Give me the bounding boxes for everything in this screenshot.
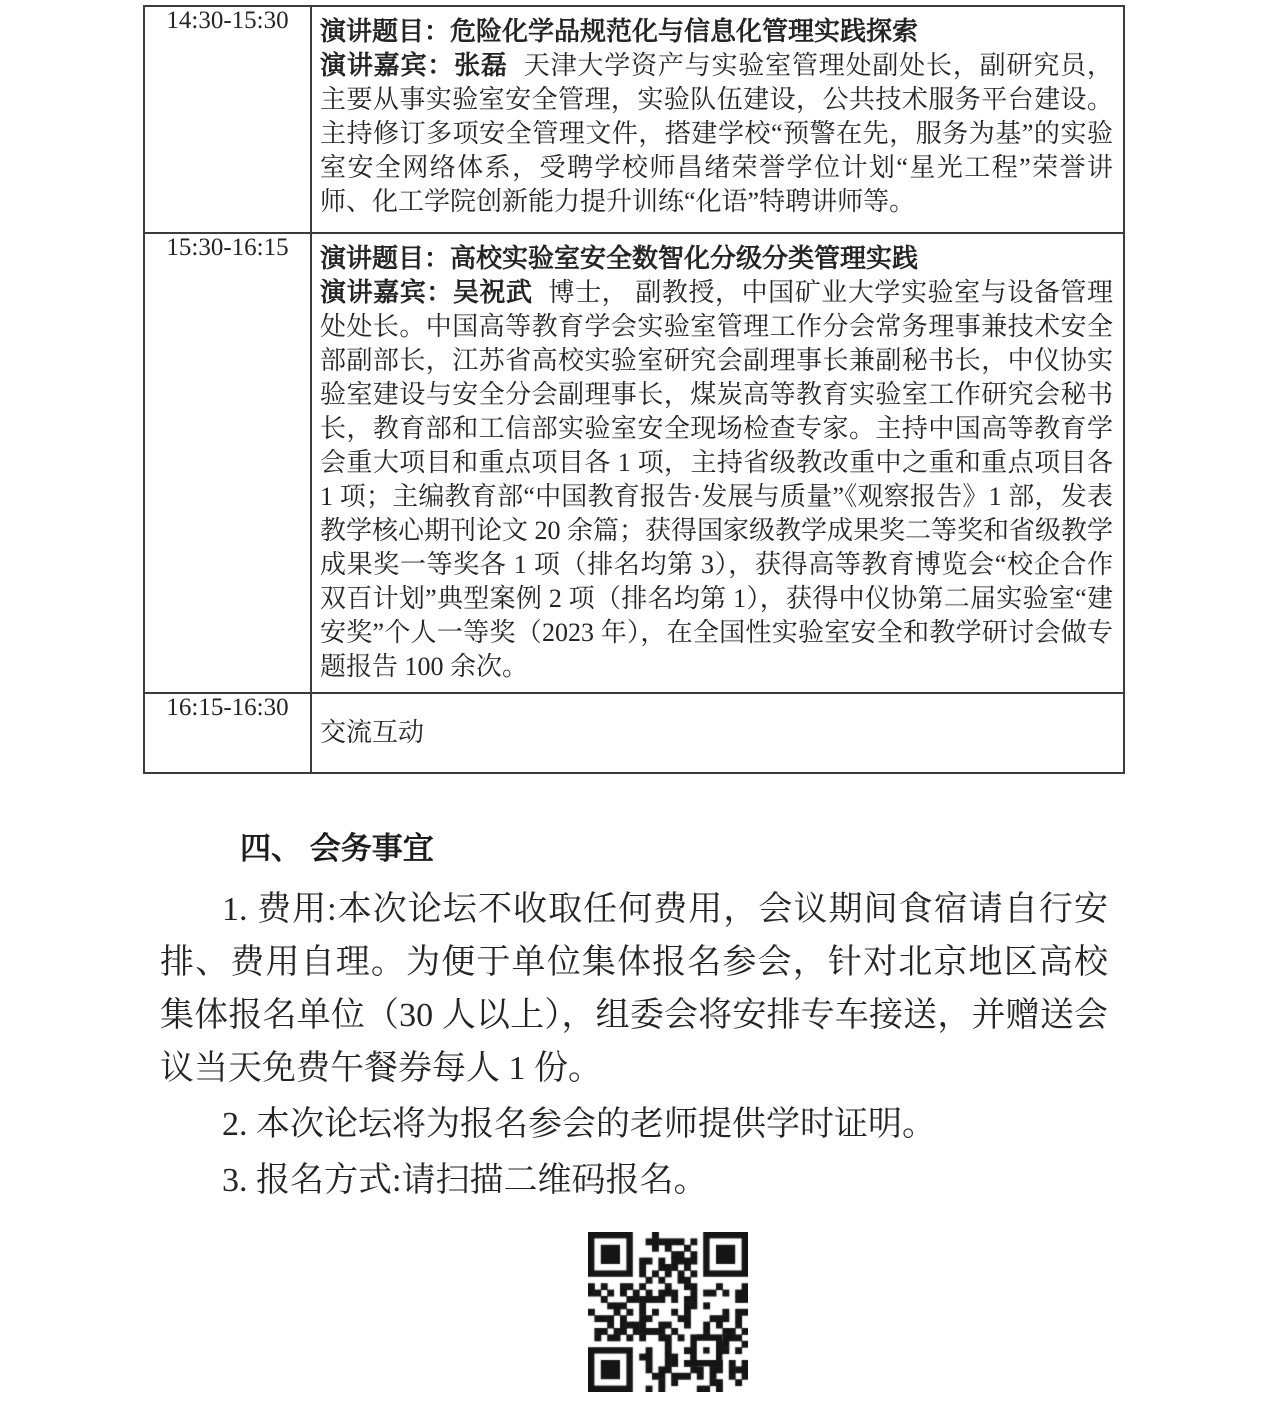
session-title-text: 危险化学品规范化与信息化管理实践探索 bbox=[450, 17, 919, 46]
speaker-bio-text: 博士， 副教授，中国矿业大学实验室与设备管理处处长。中国高等教育学会实验室管理工作分会常务理事兼技术安全部副部长，江苏省高校实验室研究会副理事长兼副秘书长，中仪协实验室建设与安全分会副理事长，煤炭高等教育实验室工作研究会秘书长，教育部和工信部实验室安全现场检查专家。主持中国高等教育学会重大项目和重点项目各 1 项，主持省级教改重中之重和重点项目各 1 项；主编教育部“中国教育报告·发展与质量”《观察报告》1 部，发表教学核心期刊论文 20 余篇；获得国家级教学成果奖二等奖和省级教学成果奖一等奖各 1 项（排名均第 3），获得高等教育博览会“校企合作 双百计划”典型案例 2 项（排名均第 1），获得中仪协第二届实验室“建安奖”个人一等奖（2023 年），在全国性实验室安全和教学研讨会做专题报告 100 余次。 bbox=[320, 278, 1114, 681]
paragraph-registration: 3. 报名方式:请扫描二维码报名。 bbox=[222, 1162, 708, 1199]
schedule-row-3 bbox=[144, 693, 1124, 773]
conference-matters-section bbox=[160, 828, 1108, 1207]
activity-cell: 交流互动 bbox=[311, 693, 1124, 773]
paragraph-certificate: 2. 本次论坛将为报名参会的老师提供学时证明。 bbox=[222, 1106, 936, 1143]
schedule-table bbox=[143, 5, 1125, 774]
time-cell: 14:30-15:30 bbox=[144, 6, 311, 233]
time-cell: 15:30-16:15 bbox=[144, 233, 311, 693]
schedule-row-2 bbox=[144, 233, 1124, 693]
schedule-row-1 bbox=[144, 6, 1124, 233]
speaker-label: 演讲嘉宾： bbox=[320, 51, 455, 80]
registration-qr-code-icon bbox=[588, 1232, 748, 1392]
session-cell bbox=[311, 6, 1124, 233]
session-title-text: 高校实验室安全数智化分级分类管理实践 bbox=[450, 244, 919, 273]
speaker-bio-text: 天津大学资产与实验室管理处副处长，副研究员，主要从事实验室安全管理，实验队伍建设，公共技术服务平台建设。主持修订多项安全管理文件，搭建学校“预警在先，服务为基”的实验室安全网络体系，受聘学校师昌绪荣誉学位计划“星光工程”荣誉讲师、化工学院创新能力提升训练“化语”特聘讲师等。 bbox=[320, 51, 1113, 216]
speaker-bio bbox=[320, 276, 1113, 684]
speaker-name: 吴祝武 bbox=[452, 278, 533, 307]
paragraph-fee: 1. 费用:本次论坛不收取任何费用，会议期间食宿请自行安排、费用自理。为便于单位集体报名参会，针对北京地区高校集体报名单位（30 人以上），组委会将安排专车接送，并赠送会议当天免费午餐券每人 1 份。 bbox=[160, 891, 1108, 1087]
session-title bbox=[320, 15, 1113, 49]
schedule-table-wrap bbox=[143, 5, 1125, 774]
speaker-name: 张磊 bbox=[454, 51, 508, 80]
session-title bbox=[320, 242, 1113, 276]
speaker-bio bbox=[320, 49, 1113, 219]
session-title-label: 演讲题目： bbox=[320, 244, 451, 273]
time-cell: 16:15-16:30 bbox=[144, 693, 311, 773]
session-title-label: 演讲题目： bbox=[320, 17, 451, 46]
session-cell bbox=[311, 233, 1124, 693]
section-heading: 四、 会务事宜 bbox=[240, 831, 434, 866]
speaker-label: 演讲嘉宾： bbox=[320, 278, 453, 307]
